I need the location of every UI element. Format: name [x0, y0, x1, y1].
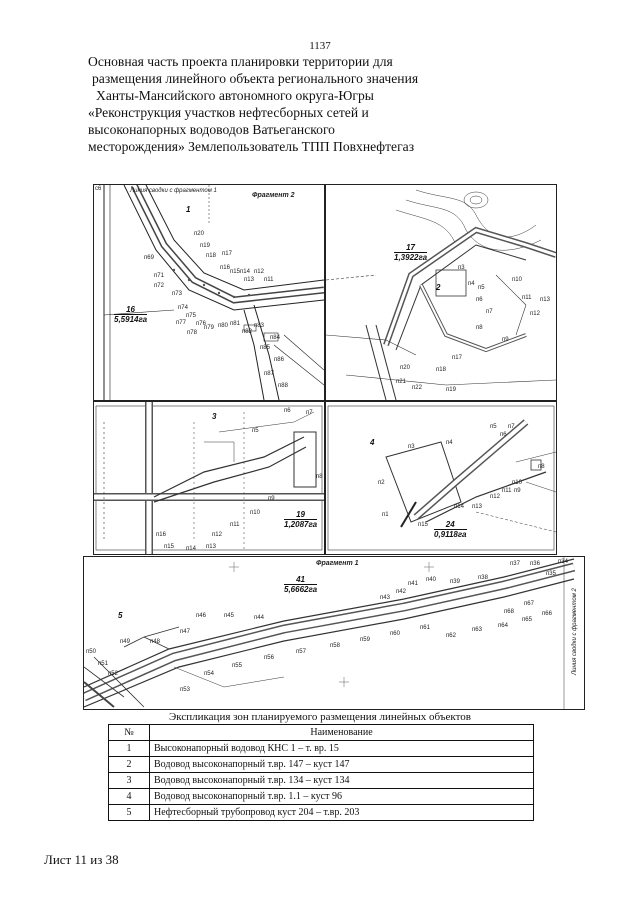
point-label: п79 — [204, 325, 214, 331]
point-label: п11 — [522, 295, 532, 301]
point-label: п17 — [452, 355, 462, 361]
zone-number: 24 — [434, 520, 467, 530]
row-name: Высоконапорный водовод КНС 1 – т. вр. 15 — [150, 741, 534, 757]
zone-area: 1,2087га — [284, 520, 318, 529]
title-line: «Реконструкция участков нефтесборных сетей и — [88, 105, 369, 120]
corner-mark: с6 — [95, 186, 102, 192]
point-label: п13 — [206, 544, 216, 550]
zone-area: 0,9118га — [434, 530, 467, 539]
point-label: п18 — [206, 253, 216, 259]
point-label: п40 — [426, 577, 436, 583]
point-label: п9 — [514, 488, 521, 494]
point-label: п5 — [252, 428, 259, 434]
point-label: п17 — [222, 251, 232, 257]
point-label: п77 — [176, 320, 186, 326]
point-label: п4 — [446, 440, 453, 446]
point-label: п42 — [396, 589, 406, 595]
row-name: Водовод высоконапорный т.вр. 134 – куст 134 — [150, 773, 534, 789]
side-note: Линия сводки с фрагментом 2 — [572, 588, 578, 675]
title-line: размещения линейного объекта регионального значения — [92, 71, 419, 86]
point-label: п12 — [212, 532, 222, 538]
point-label: п52 — [108, 671, 118, 677]
title-line: высоконапорных водоводов Ватьеганского — [88, 122, 335, 137]
point-label: п64 — [498, 623, 508, 629]
point-label: п8 — [476, 325, 483, 331]
fragment-pin-label: 3 — [212, 412, 217, 421]
point-label: п11 — [264, 277, 274, 283]
title-line: Ханты-Мансийского автономного округа-Югры — [96, 88, 374, 103]
point-label: п54 — [204, 671, 214, 677]
zone-area: 5,6662га — [284, 585, 318, 594]
point-label: п59 — [360, 637, 370, 643]
point-label: п67 — [524, 601, 534, 607]
row-name: Водовод высоконапорный т.вр. 1.1 – куст 96 — [150, 789, 534, 805]
point-label: п10 — [250, 510, 260, 516]
point-label: п12 — [490, 494, 500, 500]
zone-label — [284, 510, 317, 529]
point-label: п16 — [156, 532, 166, 538]
point-label: п63 — [472, 627, 482, 633]
point-label: п14 — [454, 504, 464, 510]
row-name: Водовод высоконапорный т.вр. 147 – куст 147 — [150, 757, 534, 773]
point-label: п7 — [306, 410, 313, 416]
map-fragment-5 — [83, 556, 585, 710]
point-label: п2 — [378, 480, 385, 486]
point-label: п7 — [508, 424, 515, 430]
point-label: п14 — [240, 269, 250, 275]
point-label: п21 — [396, 379, 406, 385]
point-label: п85 — [260, 345, 270, 351]
point-label: п71 — [154, 273, 164, 279]
page-number: 1137 — [309, 40, 331, 52]
point-label: п11 — [230, 522, 240, 528]
point-label: п56 — [264, 655, 274, 661]
zone-label — [114, 305, 147, 324]
map-drawing — [94, 402, 324, 554]
side-note: Линия сводки с фрагментом 1 — [130, 188, 217, 194]
row-number: 2 — [109, 757, 150, 773]
point-label: п86 — [274, 357, 284, 363]
explication-table — [108, 724, 534, 821]
point-label: п58 — [330, 643, 340, 649]
point-label: п38 — [478, 575, 488, 581]
point-label: п51 — [98, 661, 108, 667]
point-label: п15 — [230, 269, 240, 275]
point-label: п9 — [268, 496, 275, 502]
point-label: п47 — [180, 629, 190, 635]
point-label: п78 — [187, 330, 197, 336]
map-drawing — [94, 185, 324, 400]
point-label: п55 — [232, 663, 242, 669]
point-label: п5 — [478, 285, 485, 291]
point-label: п48 — [150, 639, 160, 645]
table-caption: Экспликация зон планируемого размещения линейных объектов — [169, 711, 471, 723]
point-label: п50 — [86, 649, 96, 655]
table-row — [109, 741, 534, 757]
zone-area: 1,3922га — [394, 253, 428, 262]
map-fragment-1 — [93, 184, 325, 401]
point-label: п8 — [538, 464, 545, 470]
point-label: п44 — [254, 615, 264, 621]
point-label: п1 — [382, 512, 389, 518]
point-label: п3 — [408, 444, 415, 450]
point-label: п14 — [186, 546, 196, 552]
map-fragment-2 — [325, 184, 557, 401]
zone-number: 17 — [394, 243, 427, 253]
row-number: 1 — [109, 741, 150, 757]
fragment-pin-label: 2 — [436, 283, 441, 292]
point-label: п12 — [254, 269, 264, 275]
document-title — [88, 53, 508, 155]
row-number: 3 — [109, 773, 150, 789]
point-label: п82 — [242, 329, 252, 335]
point-label: п66 — [542, 611, 552, 617]
point-label: п76 — [196, 321, 206, 327]
point-label: п35 — [546, 571, 556, 577]
fragment-pin-label: 4 — [370, 438, 375, 447]
point-label: п15 — [164, 544, 174, 550]
point-label: п46 — [196, 613, 206, 619]
point-label: п8 — [316, 474, 323, 480]
point-label: п6 — [284, 408, 291, 414]
title-line: месторождения» Землепользователь ТПП Повхнефтегаз — [88, 139, 415, 154]
point-label: п60 — [390, 631, 400, 637]
point-label: п65 — [522, 617, 532, 623]
column-header: № — [109, 725, 150, 741]
point-label: п88 — [278, 383, 288, 389]
point-label: п62 — [446, 633, 456, 639]
fragment-header: Фрагмент 2 — [252, 192, 295, 199]
point-label: п15 — [418, 522, 428, 528]
point-label: п9 — [502, 337, 509, 343]
point-label: п3 — [458, 265, 465, 271]
title-line: Основная часть проекта планировки территории для — [88, 54, 393, 69]
point-label: п68 — [504, 609, 514, 615]
point-label: п69 — [144, 255, 154, 261]
zone-number: 19 — [284, 510, 317, 520]
point-label: п41 — [408, 581, 418, 587]
point-label: п20 — [400, 365, 410, 371]
point-label: п13 — [540, 297, 550, 303]
table-row — [109, 773, 534, 789]
point-label: п39 — [450, 579, 460, 585]
zone-label — [394, 243, 427, 262]
point-label: п18 — [436, 367, 446, 373]
table-row — [109, 789, 534, 805]
point-label: п22 — [412, 385, 422, 391]
point-label: п87 — [264, 371, 274, 377]
row-name: Нефтесборный трубопровод куст 204 – т.вр. 203 — [150, 805, 534, 821]
point-label: п43 — [380, 595, 390, 601]
zone-number: 16 — [114, 305, 147, 315]
point-label: п53 — [180, 687, 190, 693]
point-label: п81 — [230, 321, 240, 327]
point-label: п84 — [270, 335, 280, 341]
table-row — [109, 805, 534, 821]
point-label: п45 — [224, 613, 234, 619]
zone-label — [434, 520, 467, 539]
fragment-pin-label: 1 — [186, 205, 191, 214]
point-label: п5 — [490, 424, 497, 430]
sheet-label: Лист 11 из 38 — [44, 852, 119, 867]
map-fragment-4 — [325, 401, 557, 555]
zone-number: 41 — [284, 575, 317, 585]
point-label: п11 — [502, 488, 512, 494]
point-label: п19 — [200, 243, 210, 249]
table-header-row — [109, 725, 534, 741]
point-label: п16 — [220, 265, 230, 271]
zone-area: 5,5914га — [114, 315, 148, 324]
point-label: п61 — [420, 625, 430, 631]
point-label: п72 — [154, 283, 164, 289]
map-drawing — [84, 557, 584, 709]
point-label: п13 — [472, 504, 482, 510]
point-label: п74 — [178, 305, 188, 311]
point-label: п12 — [530, 311, 540, 317]
zone-label — [284, 575, 317, 594]
point-label: п73 — [172, 291, 182, 297]
point-label: п7 — [486, 309, 493, 315]
point-label: п19 — [446, 387, 456, 393]
point-label: п34 — [558, 559, 568, 565]
point-label: п80 — [218, 323, 228, 329]
map-fragment-3 — [93, 401, 325, 555]
point-label: п13 — [244, 277, 254, 283]
fragment-pin-label: 5 — [118, 611, 123, 620]
point-label: п37 — [510, 561, 520, 567]
point-label: п20 — [194, 231, 204, 237]
point-label: п83 — [254, 323, 264, 329]
point-label: п57 — [296, 649, 306, 655]
row-number: 5 — [109, 805, 150, 821]
point-label: п10 — [512, 480, 522, 486]
fragment-header: Фрагмент 1 — [316, 560, 359, 567]
row-number: 4 — [109, 789, 150, 805]
point-label: п36 — [530, 561, 540, 567]
point-label: п75 — [186, 313, 196, 319]
point-label: п10 — [512, 277, 522, 283]
table-row — [109, 757, 534, 773]
point-label: п6 — [476, 297, 483, 303]
point-label: п49 — [120, 639, 130, 645]
point-label: п6 — [500, 432, 507, 438]
point-label: п4 — [468, 281, 475, 287]
column-header: Наименование — [150, 725, 534, 741]
